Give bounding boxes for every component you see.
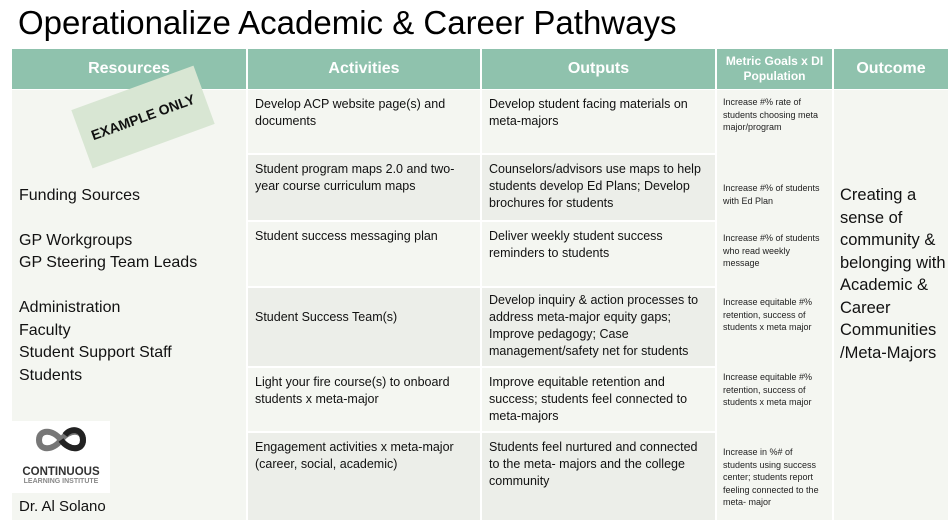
header-outcome: Outcome — [834, 49, 948, 89]
outcome-text: Creating a sense of community & belonging with Academic & Career Communities /Meta-Majors — [840, 186, 946, 362]
activity-cell: Engagement activities x meta-major (career, social, academic) — [248, 433, 480, 520]
author-name: Dr. Al Solano — [19, 498, 106, 515]
activity-cell: Light your fire course(s) to onboard students x meta-major — [248, 368, 480, 431]
activity-cell: Student Success Team(s) — [248, 288, 480, 366]
activity-cell: Student success messaging plan — [248, 222, 480, 286]
output-cell: Counselors/advisors use maps to help students develop Ed Plans; Develop brochures for students — [482, 155, 715, 220]
header-activities: Activities — [248, 49, 480, 89]
activity-cell: Develop ACP website page(s) and documents — [248, 90, 480, 153]
metric-cell: Increase #% rate of students choosing meta major/program — [723, 97, 819, 132]
metric-cell: Increase #% of students with Ed Plan — [723, 183, 820, 206]
output-cell: Improve equitable retention and success; students feel connected to meta-majors — [482, 368, 715, 431]
cli-logo — [12, 421, 110, 493]
resource-administration: Administration — [19, 299, 121, 316]
metric-cell: Increase in %# of students using success center; students report feeling connected to the meta- major — [723, 447, 819, 507]
output-cell: Develop inquiry & action processes to address meta-major equity gaps; Improve pedagogy; Case management/safety net for students — [482, 288, 715, 366]
infinity-logo-icon — [31, 421, 91, 459]
header-outputs: Outputs — [482, 49, 715, 89]
resource-gp-workgroups: GP Workgroups — [19, 232, 133, 249]
metric-cell: Increase equitable #% retention, success of students x meta major — [723, 297, 813, 332]
page-title: Operationalize Academic & Career Pathways — [18, 4, 677, 41]
metric-cell: Increase #% of students who read weekly message — [723, 233, 820, 268]
header-resources: Resources — [12, 49, 246, 89]
logo-subtitle: LEARNING INSTITUTE — [23, 478, 99, 485]
example-only-stamp: EXAMPLE ONLY — [71, 66, 214, 169]
output-cell: Students feel nurtured and connected to the meta- majors and the college community — [482, 433, 715, 520]
resource-steering-leads: GP Steering Team Leads — [19, 254, 198, 271]
resource-funding: Funding Sources — [19, 187, 140, 204]
logo-name: CONTINUOUS — [22, 466, 100, 478]
metric-cell: Increase equitable #% retention, success of students x meta major — [723, 372, 813, 407]
resource-faculty: Faculty — [19, 322, 71, 339]
output-cell: Deliver weekly student success reminders to students — [482, 222, 715, 286]
resource-students: Students — [19, 367, 83, 384]
activity-cell: Student program maps 2.0 and two-year course curriculum maps — [248, 155, 480, 220]
resource-support-staff: Student Support Staff — [19, 344, 172, 361]
output-cell: Develop student facing materials on meta-majors — [482, 90, 715, 153]
header-metric-goals: Metric Goals x DI Population — [717, 49, 832, 89]
